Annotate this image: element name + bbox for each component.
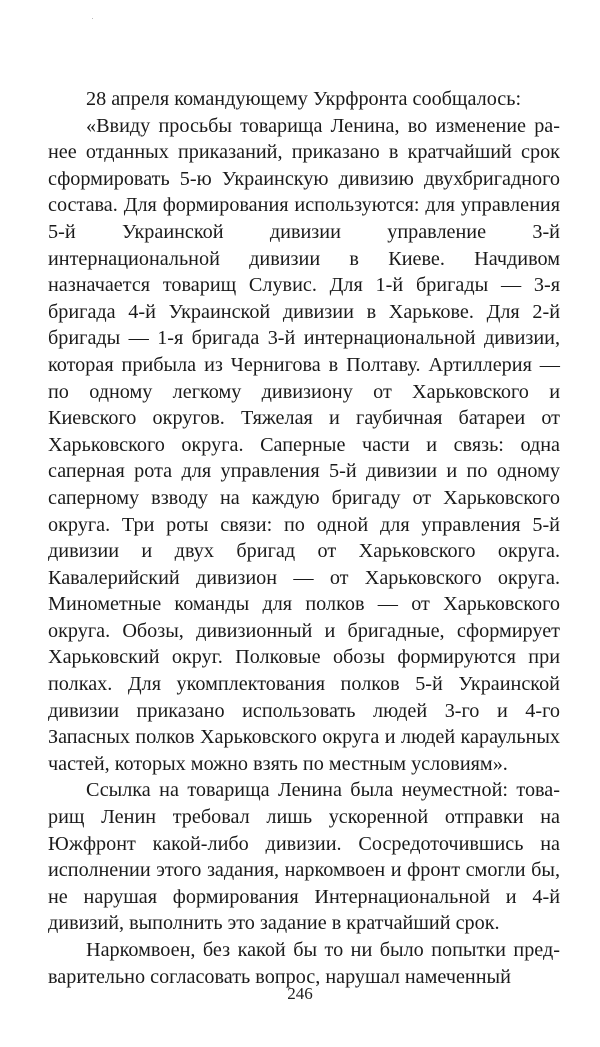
paragraph-quote: «Ввиду просьбы товарища Ленина, во изменение ранее отданных приказаний, приказано в кратчайший срок сформировать 5-ю Украинскую дивизию двухбригадного состава. Для формирования используются: для управления 5-й Украинской дивизии управление 3-й интернациональной дивизии в Киеве. Начдивом назначается товарищ Слувис. Для 1-й бригады — 3-я бригада 4-й Украинской дивизии в Харькове. Для 2-й бригады — 1-я бригада 3-й интернациональной дивизии, которая прибыла из Чернигова в Полтаву. Артиллерия — по одному легкому дивизиону от Харьковского и Киевского округов. Тяжелая и гаубичная батареи от Харьковского округа. Саперные части и связь: одна саперная рота для управления 5-й дивизии и по одному саперному взводу на каждую бригаду от Харьковского округа. Три роты связи: по одной для управления 5-й дивизии и двух бригад от Харьковского округа. Кавалерийский дивизион — от Харьковского округа. Минометные команды для полков — от Харьковского округа. Обозы, дивизионный и бригадные, сформирует Харьковский округ. Полковые обозы формируются при полках. Для укомплектования полков 5-й Украинской дивизии приказано использовать людей 3-го и 4-го Запасных полков Харьковского округа и людей караульных частей, которых можно взять по местным условиям». <box>48 114 560 775</box>
paragraph-continuation: Наркомвоен, без какой бы то ни было попытки предварительно согласовать вопрос, нарушал намеченный <box>48 939 560 988</box>
page-number: 246 <box>287 984 313 1003</box>
scan-speck <box>92 18 93 19</box>
paragraph-intro: 28 апреля командующему Укрфронта сообщалось: <box>86 88 522 110</box>
paragraph-commentary: Ссылка на товарища Ленина была неуместной: товарищ Ленин требовал лишь ускоренной отправки на Южфронт какой-либо дивизии. Сосредоточившись на исполнении этого задания, наркомвоен и фронт смогли бы, не нарушая формирования Интернациональной и 4-й дивизий, выполнить это задание в кратчайший срок. <box>48 779 560 935</box>
page-body <box>48 86 560 990</box>
